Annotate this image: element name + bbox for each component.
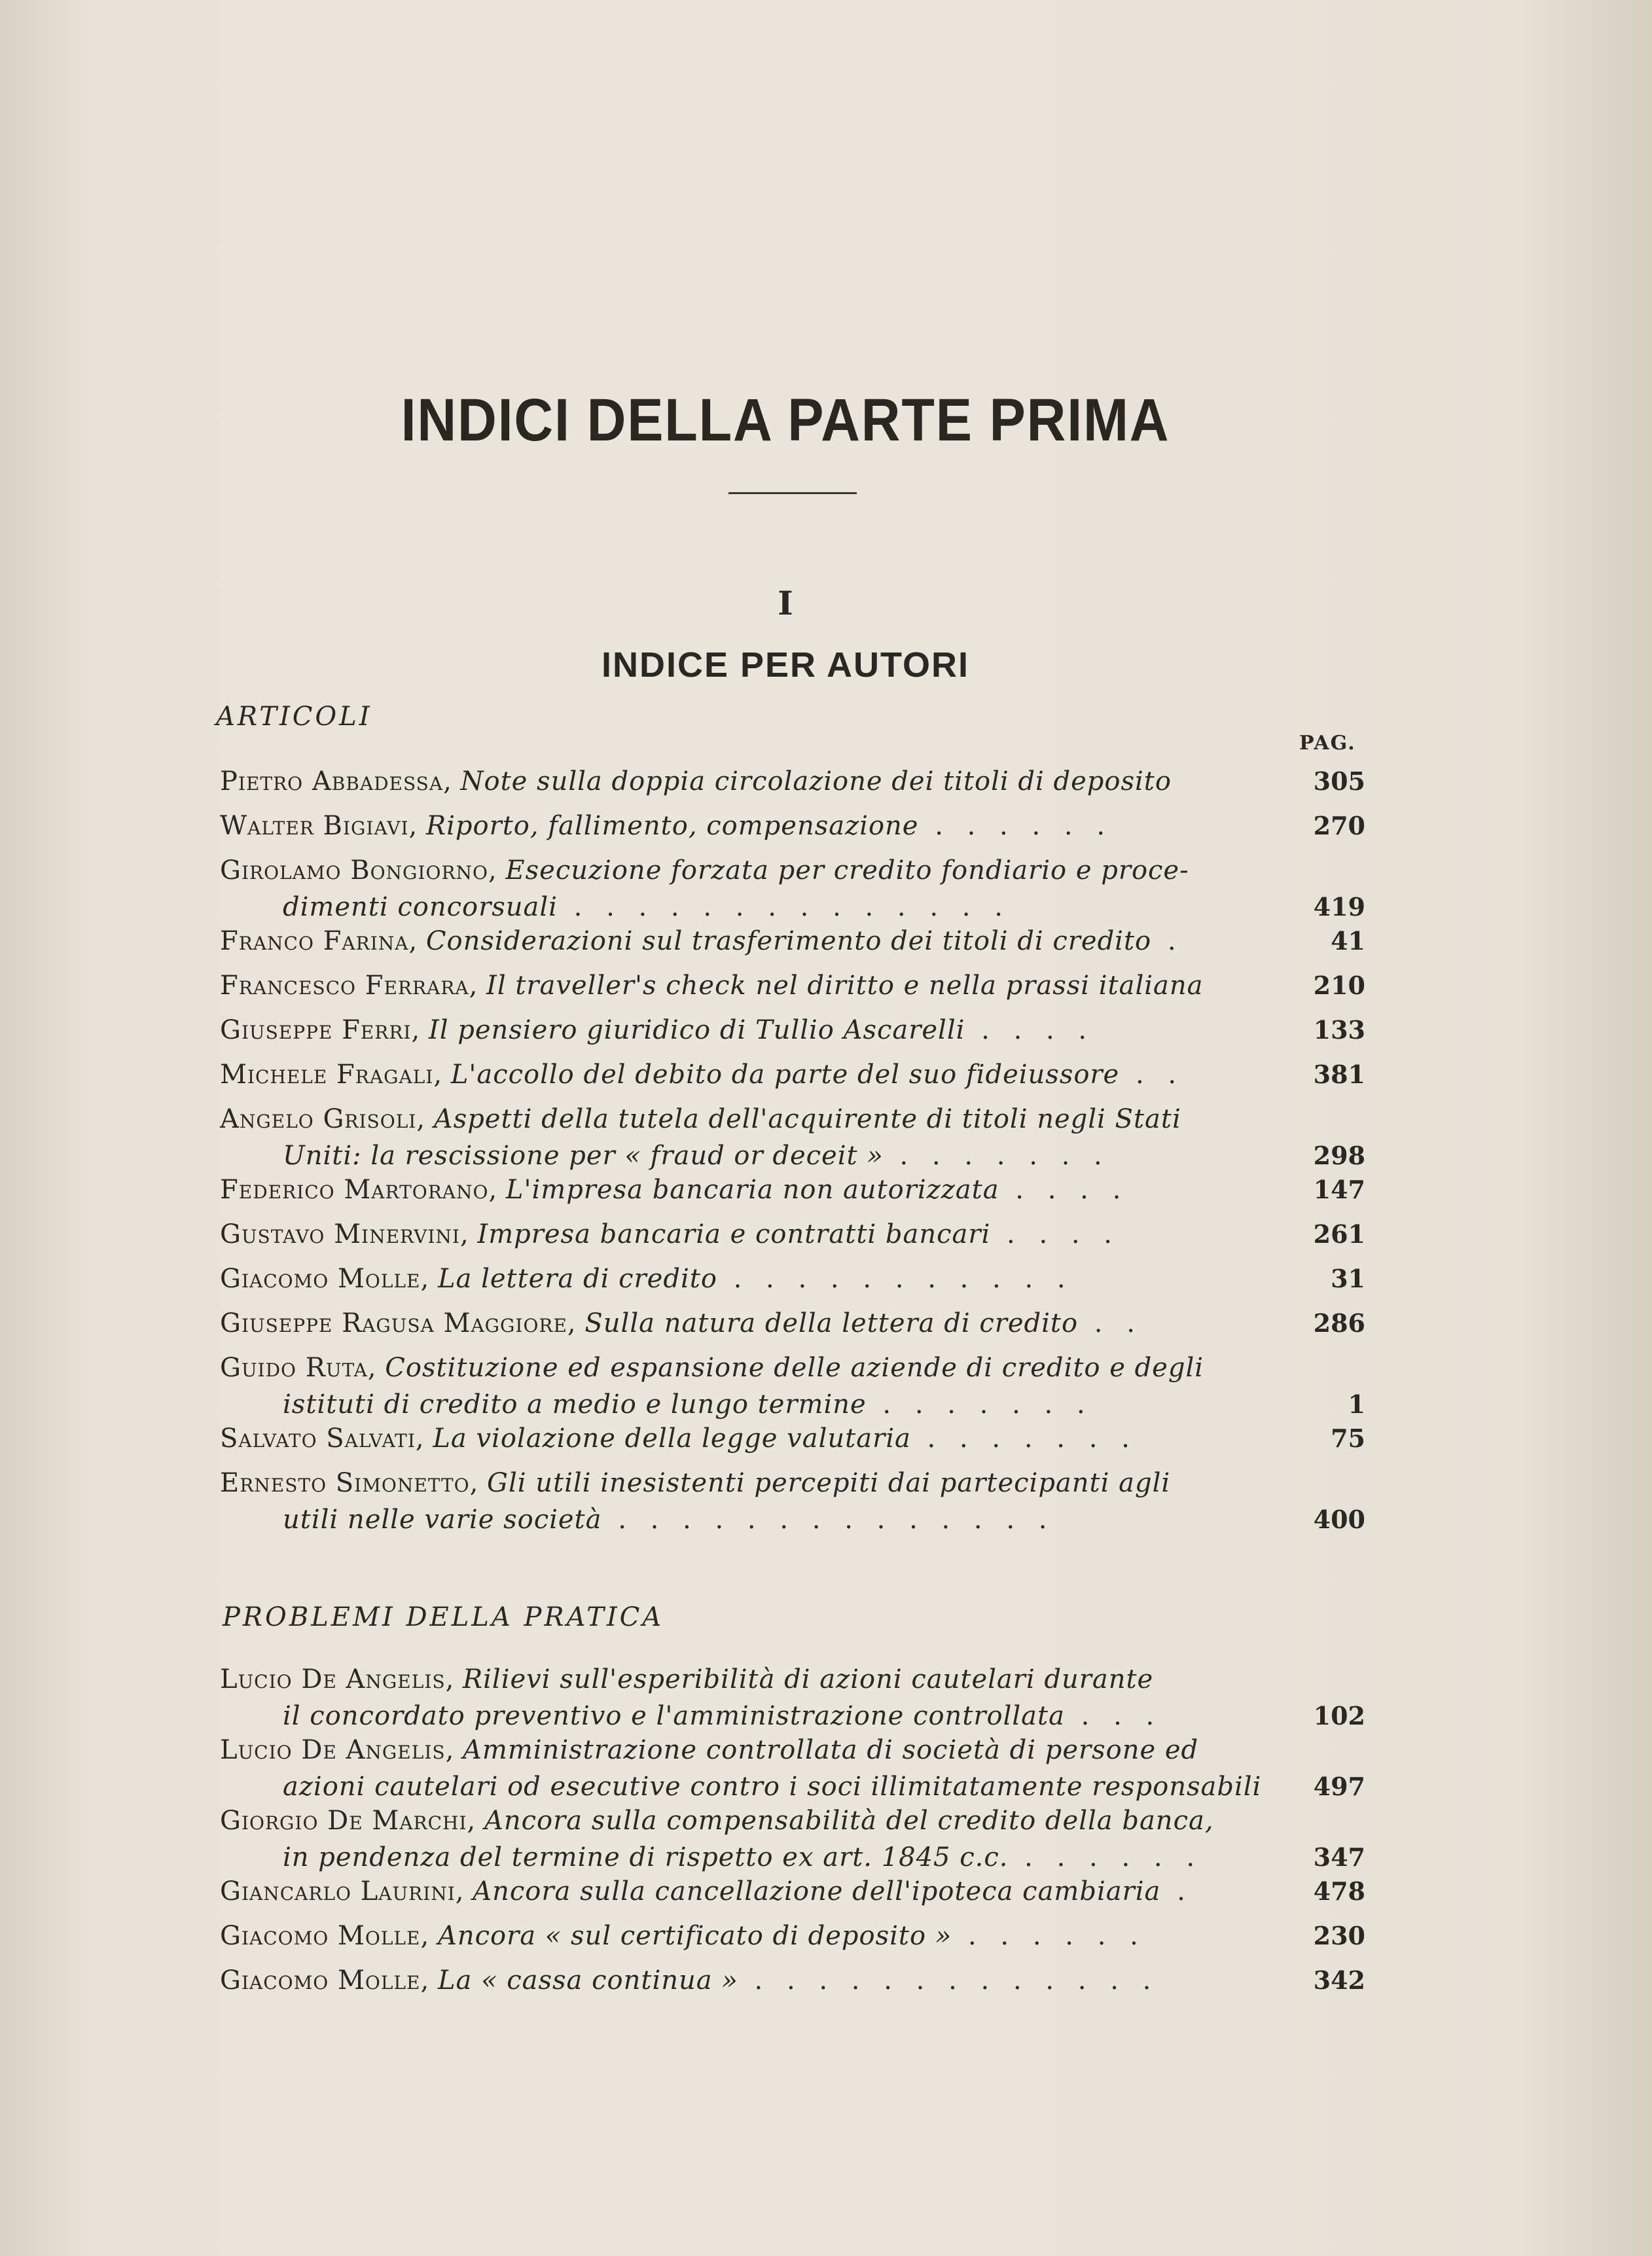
entry-line	[220, 1768, 1365, 1805]
entry-title: Uniti: la rescissione per « fraud or deceit »	[283, 1141, 884, 1171]
page-number: 497	[1313, 1772, 1365, 1801]
entry-author: Salvato Salvati,	[220, 1423, 425, 1454]
index-entry	[220, 967, 1365, 1004]
page-number: 298	[1313, 1141, 1365, 1170]
entry-line	[220, 1465, 1365, 1501]
entry-line	[220, 1056, 1365, 1093]
page-number: 210	[1313, 971, 1365, 1000]
index-entry	[220, 1350, 1365, 1423]
entry-line	[220, 1501, 1365, 1538]
index-entry	[220, 1420, 1365, 1457]
entry-line	[220, 1918, 1365, 1954]
entry-line	[220, 1101, 1365, 1137]
entry-title: Gli utili inesistenti percepiti dai partecipanti agli	[487, 1468, 1171, 1498]
problemi-heading: PROBLEMI DELLA PRATICA	[223, 1602, 664, 1632]
entry-title: istituti di credito a medio e lungo termine	[283, 1389, 867, 1420]
page-number: 41	[1331, 926, 1365, 956]
page-number: 381	[1313, 1060, 1365, 1089]
entry-author: Walter Bigiavi,	[220, 811, 418, 841]
section-title: INDICE PER AUTORI	[601, 645, 970, 685]
entry-author: Giacomo Molle,	[220, 1264, 430, 1294]
page-number: 347	[1313, 1842, 1365, 1872]
entry-author: Pietro Abbadessa,	[220, 766, 452, 797]
entry-author: Giuseppe Ferri,	[220, 1015, 421, 1045]
entry-author: Giacomo Molle,	[220, 1965, 430, 1996]
entry-title: dimenti concorsuali	[283, 892, 558, 922]
page-number: 133	[1313, 1015, 1365, 1045]
index-entry	[220, 1101, 1365, 1174]
entry-line	[220, 1962, 1365, 1999]
page-number: 478	[1313, 1876, 1365, 1906]
title-divider	[728, 492, 857, 494]
leader-dots: . . . .	[990, 1219, 1121, 1249]
entry-title: La violazione della legge valutaria	[433, 1423, 911, 1454]
entry-author: Francesco Ferrara,	[220, 971, 478, 1001]
index-entry	[220, 1216, 1365, 1253]
index-entry	[220, 1661, 1365, 1734]
index-entry	[220, 1172, 1365, 1208]
index-entry	[220, 1732, 1365, 1805]
leader-dots: . . . . . . . . . . .	[717, 1264, 1073, 1294]
leader-dots: . . . . . . .	[910, 1423, 1138, 1454]
entry-line	[220, 852, 1365, 889]
entry-line	[220, 1216, 1365, 1253]
entry-author: Lucio De Angelis,	[220, 1664, 455, 1694]
entry-title: Rilievi sull'esperibilità di azioni cautelari durante	[463, 1664, 1154, 1694]
leader-dots: . . . . . . .	[866, 1389, 1093, 1420]
entry-title: Costituzione ed espansione delle aziende di credito e degli	[385, 1353, 1204, 1383]
entry-title: Considerazioni sul trasferimento dei titoli di credito	[425, 926, 1152, 956]
index-entry	[220, 1465, 1365, 1538]
page-number: 102	[1313, 1701, 1365, 1730]
entry-title: il concordato preventivo e l'amministrazione controllata	[283, 1701, 1065, 1731]
entry-line	[220, 1661, 1365, 1698]
entry-line	[220, 1172, 1365, 1208]
entry-author: Giuseppe Ragusa Maggiore,	[220, 1308, 577, 1338]
entry-line	[220, 967, 1365, 1004]
leader-dots: . . . . . . .	[883, 1141, 1110, 1171]
entry-author: Michele Fragali,	[220, 1060, 443, 1090]
entry-line	[220, 923, 1365, 959]
entry-title: Sulla natura della lettera di credito	[584, 1308, 1079, 1338]
leader-dots: . . . . . .	[1008, 1842, 1203, 1872]
entry-author: Franco Farina,	[220, 926, 418, 956]
leader-dots: . . . . . . . . . . . . .	[738, 1965, 1159, 1996]
page-number: 342	[1313, 1965, 1365, 1995]
entry-line	[220, 1698, 1365, 1734]
page-number: 147	[1313, 1175, 1365, 1204]
index-entry	[220, 923, 1365, 959]
entry-line	[220, 1386, 1365, 1423]
entry-title: Riporto, fallimento, compensazione	[425, 811, 919, 841]
page-number: 286	[1313, 1308, 1365, 1338]
index-entry	[220, 1056, 1365, 1093]
entry-title: Esecuzione forzata per credito fondiario e proce-	[505, 855, 1189, 886]
index-entry	[220, 1012, 1365, 1048]
leader-dots: . . . . . . . . . . . . . .	[602, 1505, 1055, 1535]
entry-title: Impresa bancaria e contratti bancari	[477, 1219, 991, 1249]
index-entry	[220, 1305, 1365, 1342]
entry-title: Il pensiero giuridico di Tullio Ascarelli	[428, 1015, 965, 1045]
entry-line	[220, 1305, 1365, 1342]
entry-line	[220, 1802, 1365, 1839]
leader-dots: . . . .	[999, 1175, 1129, 1205]
page-column-label: PAG.	[1299, 732, 1356, 755]
entry-author: Guido Ruta,	[220, 1353, 377, 1383]
entry-title: Note sulla doppia circolazione dei titoli di deposito	[460, 766, 1172, 797]
entry-title: Ancora sulla cancellazione dell'ipoteca cambiaria	[473, 1876, 1161, 1907]
index-entry	[220, 1918, 1365, 1954]
entry-title: Ancora sulla compensabilità del credito della banca,	[484, 1806, 1214, 1836]
entry-line	[220, 1012, 1365, 1048]
entry-author: Gustavo Minervini,	[220, 1219, 469, 1249]
entry-author: Lucio De Angelis,	[220, 1735, 455, 1765]
entry-line	[220, 1420, 1365, 1457]
page-number: 230	[1313, 1921, 1365, 1950]
entry-author: Angelo Grisoli,	[220, 1104, 426, 1134]
entry-title: La « cassa continua »	[437, 1965, 738, 1996]
entry-line	[220, 1137, 1365, 1174]
entry-title: L'impresa bancaria non autorizzata	[505, 1175, 999, 1205]
page-number: 400	[1313, 1505, 1365, 1534]
index-entry	[220, 763, 1365, 800]
entry-author: Giacomo Molle,	[220, 1921, 430, 1951]
entry-line	[220, 1839, 1365, 1876]
entry-title: Ancora « sul certificato di deposito »	[437, 1921, 952, 1951]
entry-author: Ernesto Simonetto,	[220, 1468, 479, 1498]
leader-dots: . . .	[1064, 1701, 1162, 1731]
leader-dots: . . . . . . . . . . . . . .	[557, 892, 1011, 922]
entry-author: Giorgio De Marchi,	[220, 1806, 476, 1836]
page-number: 261	[1313, 1219, 1365, 1249]
page-title: INDICI DELLA PARTE PRIMA	[401, 387, 1170, 454]
page-number: 75	[1331, 1423, 1365, 1453]
index-entry	[220, 1962, 1365, 1999]
entry-author: Giancarlo Laurini,	[220, 1876, 465, 1907]
index-entry	[220, 1873, 1365, 1910]
entry-author: Federico Martorano,	[220, 1175, 498, 1205]
entry-line	[220, 763, 1365, 800]
leader-dots: . .	[1119, 1060, 1185, 1090]
page-number: 31	[1331, 1264, 1365, 1293]
entry-title: azioni cautelari od esecutive contro i soci illimitatamente responsabili	[283, 1772, 1262, 1802]
page-number: 419	[1313, 892, 1365, 922]
index-entry	[220, 808, 1365, 844]
entry-line	[220, 1350, 1365, 1386]
entry-title: utili nelle varie società	[283, 1505, 602, 1535]
index-entry	[220, 852, 1365, 925]
leader-dots: . . . . . .	[918, 811, 1113, 841]
leader-dots: .	[1151, 926, 1184, 956]
section-numeral: I	[778, 584, 793, 622]
entry-title: in pendenza del termine di rispetto ex art. 1845 c.c.	[283, 1842, 1009, 1872]
page-number: 305	[1313, 766, 1365, 796]
leader-dots: . . . .	[965, 1015, 1095, 1045]
entry-title: Il traveller's check nel diritto e nella prassi italiana	[486, 971, 1204, 1001]
entry-title: L'accollo del debito da parte del suo fideiussore	[450, 1060, 1120, 1090]
entry-line	[220, 889, 1365, 925]
index-entry	[220, 1261, 1365, 1297]
entry-line	[220, 1261, 1365, 1297]
entry-line	[220, 808, 1365, 844]
entry-title: La lettera di credito	[437, 1264, 717, 1294]
leader-dots: .	[1160, 1876, 1193, 1907]
entry-title: Amministrazione controllata di società di persone ed	[463, 1735, 1199, 1765]
entry-author: Girolamo Bongiorno,	[220, 855, 497, 886]
leader-dots: . .	[1078, 1308, 1143, 1338]
articoli-heading: ARTICOLI	[216, 702, 372, 732]
entry-title: Aspetti della tutela dell'acquirente di titoli negli Stati	[433, 1104, 1181, 1134]
page-number: 270	[1313, 811, 1365, 840]
entry-line	[220, 1732, 1365, 1768]
leader-dots: . . . . . .	[952, 1921, 1146, 1951]
index-entry	[220, 1802, 1365, 1876]
entry-line	[220, 1873, 1365, 1910]
page-number: 1	[1348, 1389, 1365, 1419]
